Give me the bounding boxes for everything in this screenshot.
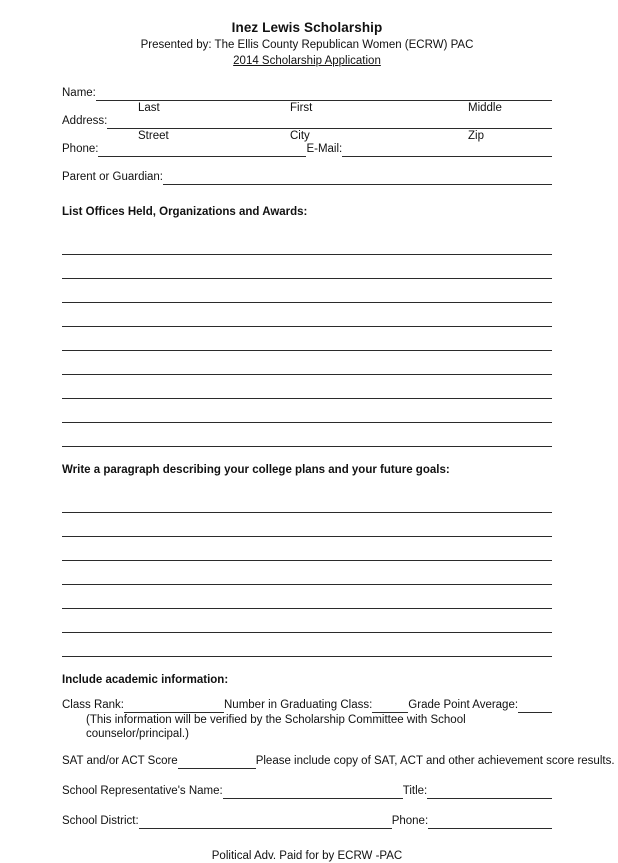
document-content [62,0,615,863]
application-year-line [62,54,552,69]
address-sublabels [62,129,552,143]
academic-section-heading: Include academic information: [62,674,229,686]
school-representative-input-rule[interactable] [223,787,403,799]
test-score-note: Please include copy of SAT, ACT and other achievement score results. [255,755,615,767]
paragraph-answer-line[interactable] [62,633,552,657]
email-label: E-Mail: [306,143,343,155]
phone-email-field-row[interactable] [62,143,552,157]
offices-answer-line[interactable] [62,231,552,255]
presented-by-line: Presented by: The Ellis County Republican Women (ECRW) PAC [140,39,474,51]
class-rank-field-row[interactable] [62,699,552,713]
paragraph-section-heading: Write a paragraph describing your college plans and your future goals: [62,464,450,476]
name-sublabel-first: First [290,102,313,114]
name-sublabel-middle: Middle [468,102,502,114]
name-sublabel-last: Last [138,102,160,114]
offices-answer-line[interactable] [62,423,552,447]
offices-answer-line[interactable] [62,303,552,327]
test-score-field-row[interactable] [62,755,615,769]
title-input-rule[interactable] [427,787,552,799]
email-input-rule[interactable] [342,145,552,157]
graduating-class-input-rule[interactable] [372,701,408,713]
address-sublabel-city: City [290,130,310,142]
offices-answer-line[interactable] [62,399,552,423]
offices-answer-line[interactable] [62,351,552,375]
school-representative-field-row[interactable] [62,785,552,799]
offices-answer-lines[interactable] [62,231,552,447]
paragraph-answer-line[interactable] [62,489,552,513]
name-sublabels [62,101,552,115]
test-score-input-rule[interactable] [178,757,256,769]
document-header [62,0,552,69]
title-label: Title: [402,785,428,797]
school-representative-label: School Representative's Name: [62,785,223,797]
parent-guardian-label: Parent or Guardian: [62,171,164,183]
graduating-class-label: Number in Graduating Class: [224,699,373,711]
application-year-text: 2014 Scholarship Application [233,55,381,67]
address-label: Address: [62,115,108,127]
gpa-input-rule[interactable] [518,701,552,713]
phone-label: Phone: [62,143,99,155]
political-disclaimer: Political Adv. Paid for by ECRW -PAC [211,850,403,862]
verification-note: (This information will be verified by the Scholarship Committee with School counselor/principal.) [86,714,466,740]
phone-input-rule[interactable] [98,145,306,157]
test-score-label: SAT and/or ACT Score [62,755,178,767]
school-district-label: School District: [62,815,139,827]
name-input-rule[interactable] [96,89,552,101]
school-phone-label: Phone: [391,815,429,827]
paragraph-answer-line[interactable] [62,585,552,609]
school-district-input-rule[interactable] [139,817,392,829]
offices-answer-line[interactable] [62,255,552,279]
paragraph-answer-line[interactable] [62,513,552,537]
page-title: Inez Lewis Scholarship [231,20,383,35]
offices-answer-line[interactable] [62,327,552,351]
paragraph-answer-line[interactable] [62,537,552,561]
class-rank-label: Class Rank: [62,699,124,711]
paragraph-answer-lines[interactable] [62,489,552,657]
parent-guardian-field-row[interactable] [62,171,552,185]
offices-answer-line[interactable] [62,375,552,399]
parent-guardian-input-rule[interactable] [163,173,552,185]
class-rank-input-rule[interactable] [124,701,224,713]
school-district-field-row[interactable] [62,815,552,829]
offices-section-heading: List Offices Held, Organizations and Awards: [62,206,308,218]
name-label: Name: [62,87,96,99]
address-input-rule[interactable] [107,117,552,129]
offices-answer-line[interactable] [62,279,552,303]
paragraph-answer-line[interactable] [62,561,552,585]
gpa-label: Grade Point Average: [408,699,519,711]
paragraph-answer-line[interactable] [62,609,552,633]
school-phone-input-rule[interactable] [428,817,552,829]
address-sublabel-street: Street [138,130,169,142]
name-field-row[interactable] [62,87,552,101]
address-field-row[interactable] [62,115,552,129]
address-sublabel-zip: Zip [468,130,484,142]
